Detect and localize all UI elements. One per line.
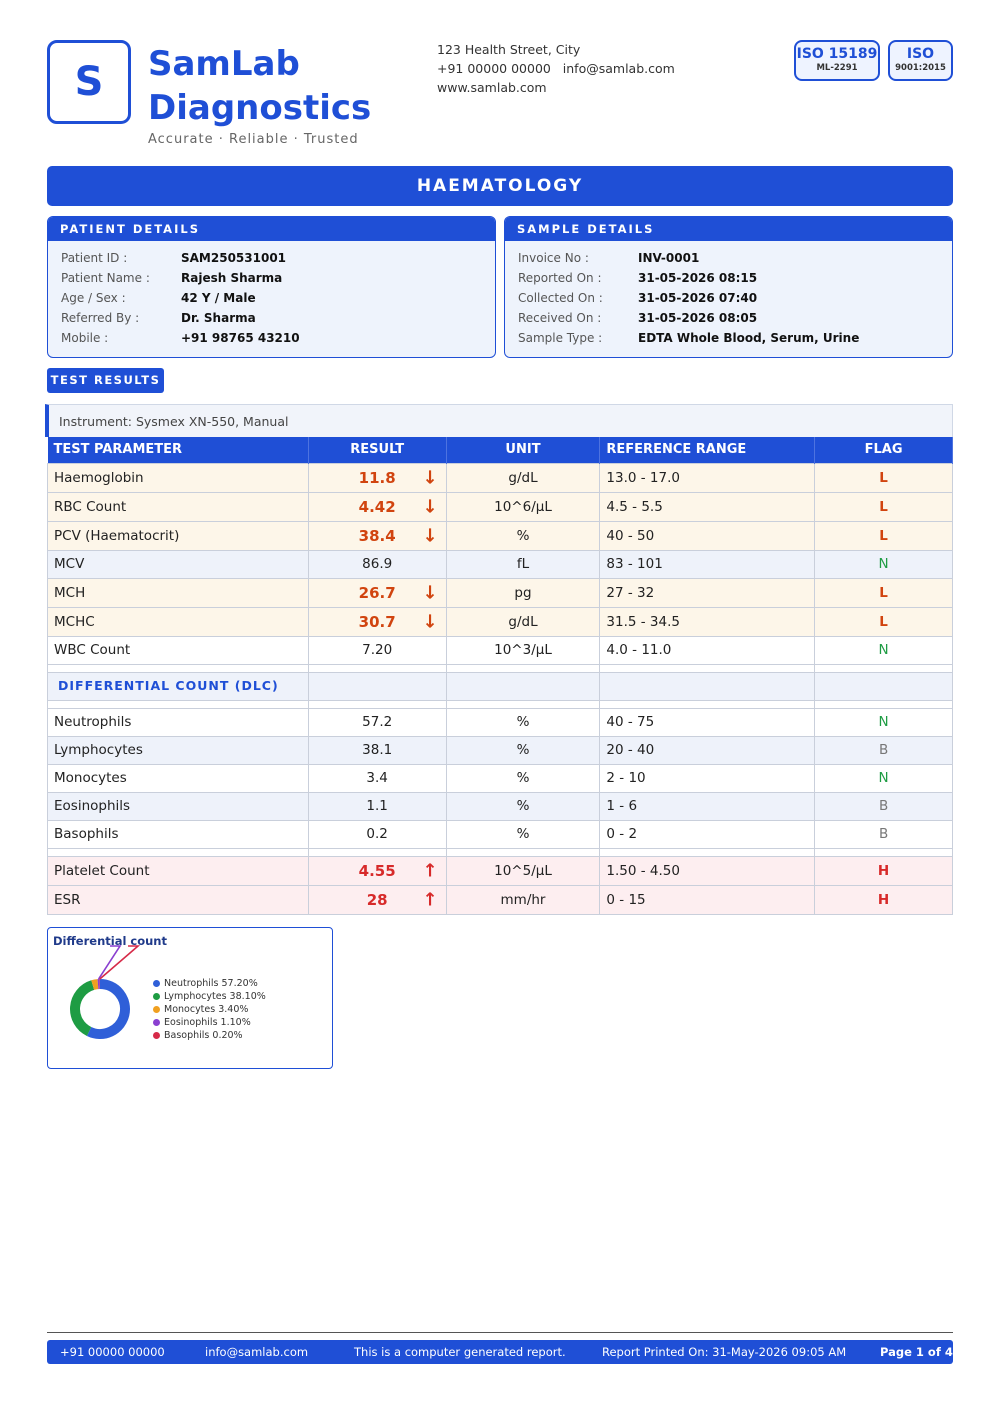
brand-name [148,42,371,130]
spacer-row [48,700,953,708]
unit: 10^6/µL [446,492,600,521]
legend-swatch [153,1019,160,1026]
test-parameter: Monocytes [48,764,309,792]
flag: H [815,856,953,885]
badge-sub: ML-2291 [816,63,858,73]
referred-by: Dr. Sharma [181,311,256,325]
table-row [48,820,953,848]
reference-range: 27 - 32 [600,578,815,607]
unit: 10^3/µL [446,636,600,664]
reference-range: 4.0 - 11.0 [600,636,815,664]
field-label: Patient ID : [61,251,128,265]
test-parameter: MCV [48,550,309,578]
flag: L [815,492,953,521]
flag: N [815,636,953,664]
table-row [48,607,953,636]
lab-email: info@samlab.com [562,61,675,76]
result-cell [308,463,446,492]
table-row [48,521,953,550]
legend-item-lymphocytes [153,990,266,1003]
reference-range: 31.5 - 34.5 [600,607,815,636]
sample-row [505,328,952,348]
column-header: FLAG [815,437,953,463]
flag: N [815,708,953,736]
footer-bar [47,1340,953,1364]
table-header-row [48,437,953,463]
result-value: 0.2 [366,826,388,842]
result-cell [308,492,446,521]
unit: g/dL [446,463,600,492]
unit: % [446,764,600,792]
flag: B [815,820,953,848]
unit: mm/hr [446,885,600,914]
reference-range: 1.50 - 4.50 [600,856,815,885]
instrument-info: Instrument: Sysmex XN-550, Manual [45,404,953,437]
footer-printed-on: Report Printed On: 31-May-2026 09:05 AM [602,1345,847,1359]
brand-line-1: SamLab [148,44,300,84]
result-value: 30.7 [358,612,396,631]
collected-on: 31-05-2026 07:40 [638,291,758,305]
result-cell [308,636,446,664]
unit: pg [446,578,600,607]
leader-line-eosinophils [99,946,120,979]
test-parameter: Basophils [48,820,309,848]
logo-letter: S [74,59,104,105]
result-value: 11.8 [358,468,396,487]
test-parameter: Lymphocytes [48,736,309,764]
section-label: DIFFERENTIAL COUNT (DLC) [58,678,279,693]
column-header: TEST PARAMETER [48,437,309,463]
lab-address: 123 Health Street, City [437,42,581,57]
footer-note: This is a computer generated report. [354,1345,566,1359]
sample-row [505,268,952,288]
test-parameter: Neutrophils [48,708,309,736]
result-cell [308,792,446,820]
flag: L [815,463,953,492]
result-cell [308,736,446,764]
donut-slice-monocytes [93,984,98,985]
result-cell [308,820,446,848]
sample-row [505,288,952,308]
patient-row [48,248,495,268]
sample-details-heading: SAMPLE DETAILS [505,217,952,241]
arrow-down-icon: ↓ [422,496,438,517]
result-cell [308,521,446,550]
reference-range: 40 - 50 [600,521,815,550]
badge-title: ISO [906,46,935,62]
lab-phone: +91 00000 00000 [437,61,551,76]
section-row [48,672,953,700]
column-header: REFERENCE RANGE [600,437,815,463]
received-on: 31-05-2026 08:05 [638,311,758,325]
field-label: Received On : [518,311,602,325]
field-label: Age / Sex : [61,291,126,305]
brand-line-2: Diagnostics [148,88,372,128]
test-parameter: PCV (Haematocrit) [48,521,309,550]
footer-email: info@samlab.com [205,1345,309,1359]
result-value: 7.20 [362,642,393,658]
department-banner: HAEMATOLOGY [47,166,953,206]
arrow-up-icon: ↑ [422,889,438,910]
flag: L [815,521,953,550]
sample-details-panel [504,216,953,358]
unit: 10^5/µL [446,856,600,885]
result-value: 28 [366,890,388,909]
result-value: 38.1 [362,742,393,758]
test-parameter: ESR [48,885,309,914]
table-row [48,463,953,492]
result-cell [308,856,446,885]
field-label: Invoice No : [518,251,589,265]
sample-row [505,308,952,328]
unit: fL [446,550,600,578]
invoice-no: INV-0001 [638,251,700,265]
reference-range: 4.5 - 5.5 [600,492,815,521]
reported-on: 31-05-2026 08:15 [638,271,758,285]
field-label: Mobile : [61,331,109,345]
patient-name: Rajesh Sharma [181,271,283,285]
unit: % [446,820,600,848]
result-value: 1.1 [366,798,388,814]
legend-swatch [153,1006,160,1013]
flag: B [815,792,953,820]
spacer-row [48,664,953,672]
chart-legend [153,977,266,1042]
legend-label: Lymphocytes 38.10% [164,991,266,1002]
logo [47,40,131,124]
flag: H [815,885,953,914]
legend-label: Basophils 0.20% [164,1030,243,1041]
lab-website: www.samlab.com [437,80,547,95]
result-cell [308,764,446,792]
arrow-down-icon: ↓ [422,467,438,488]
result-value: 3.4 [366,770,388,786]
legend-swatch [153,993,160,1000]
table-row [48,550,953,578]
column-header: RESULT [308,437,446,463]
table-row [48,708,953,736]
result-value: 26.7 [358,583,396,602]
flag: N [815,764,953,792]
result-value: 4.55 [358,861,396,880]
test-parameter: RBC Count [48,492,309,521]
badge-title: ISO 15189 [796,46,878,62]
reference-range: 20 - 40 [600,736,815,764]
patient-details-panel [47,216,496,358]
reference-range: 40 - 75 [600,708,815,736]
arrow-down-icon: ↓ [422,582,438,603]
test-parameter: Platelet Count [48,856,309,885]
field-label: Sample Type : [518,331,603,345]
table-row [48,885,953,914]
table-row [48,856,953,885]
flag: L [815,607,953,636]
arrow-down-icon: ↓ [422,611,438,632]
unit: % [446,792,600,820]
test-parameter: Eosinophils [48,792,309,820]
iso-9001-badge [888,40,953,81]
result-cell [308,550,446,578]
legend-swatch [153,980,160,987]
differential-chart-panel [47,927,333,1069]
spacer-row [48,848,953,856]
patient-details-heading: PATIENT DETAILS [48,217,495,241]
arrow-down-icon: ↓ [422,525,438,546]
reference-range: 83 - 101 [600,550,815,578]
table-row [48,792,953,820]
reference-range: 2 - 10 [600,764,815,792]
result-value: 38.4 [358,526,396,545]
table-row [48,636,953,664]
legend-label: Eosinophils 1.10% [164,1017,251,1028]
patient-mobile: +91 98765 43210 [181,331,300,345]
result-value: 86.9 [362,556,393,572]
badge-sub: 9001:2015 [895,63,946,73]
patient-row [48,268,495,288]
tagline: Accurate · Reliable · Trusted [148,132,359,147]
table-row [48,764,953,792]
field-label: Collected On : [518,291,603,305]
legend-item-neutrophils [153,977,266,990]
result-cell [308,885,446,914]
donut-slice-neutrophils [89,984,125,1034]
result-cell [308,607,446,636]
table-row [48,736,953,764]
patient-id: SAM250531001 [181,251,287,265]
reference-range: 1 - 6 [600,792,815,820]
iso-15189-badge [794,40,880,81]
test-parameter: WBC Count [48,636,309,664]
table-row [48,578,953,607]
lab-contact [437,40,675,97]
test-parameter: MCHC [48,607,309,636]
table-row [48,492,953,521]
reference-range: 0 - 2 [600,820,815,848]
flag: L [815,578,953,607]
result-value: 57.2 [362,714,393,730]
unit: % [446,736,600,764]
result-cell [308,708,446,736]
donut-slice-lymphocytes [75,985,93,1031]
field-label: Reported On : [518,271,602,285]
leader-line-basophils [100,946,138,979]
patient-row [48,328,495,348]
legend-label: Monocytes 3.40% [164,1004,249,1015]
footer-phone: +91 00000 00000 [60,1345,165,1359]
patient-age-sex: 42 Y / Male [181,291,256,305]
unit: % [446,521,600,550]
legend-item-monocytes [153,1003,266,1016]
result-value: 4.42 [358,497,396,516]
flag: B [815,736,953,764]
field-label: Patient Name : [61,271,150,285]
legend-label: Neutrophils 57.20% [164,978,258,989]
patient-row [48,288,495,308]
legend-swatch [153,1032,160,1039]
unit: % [446,708,600,736]
unit: g/dL [446,607,600,636]
legend-item-eosinophils [153,1016,266,1029]
page-number: Page 1 of 4 [880,1345,953,1359]
legend-item-basophils [153,1029,266,1042]
test-parameter: Haemoglobin [48,463,309,492]
column-header: UNIT [446,437,600,463]
footer-divider [47,1332,953,1333]
sample-row [505,248,952,268]
results-table [47,437,953,915]
patient-row [48,308,495,328]
reference-range: 0 - 15 [600,885,815,914]
sample-type: EDTA Whole Blood, Serum, Urine [638,331,860,345]
arrow-up-icon: ↑ [422,860,438,881]
chart-title: Differential count [53,934,167,948]
reference-range: 13.0 - 17.0 [600,463,815,492]
flag: N [815,550,953,578]
result-cell [308,578,446,607]
test-results-tag: TEST RESULTS [47,368,164,393]
field-label: Referred By : [61,311,140,325]
test-parameter: MCH [48,578,309,607]
